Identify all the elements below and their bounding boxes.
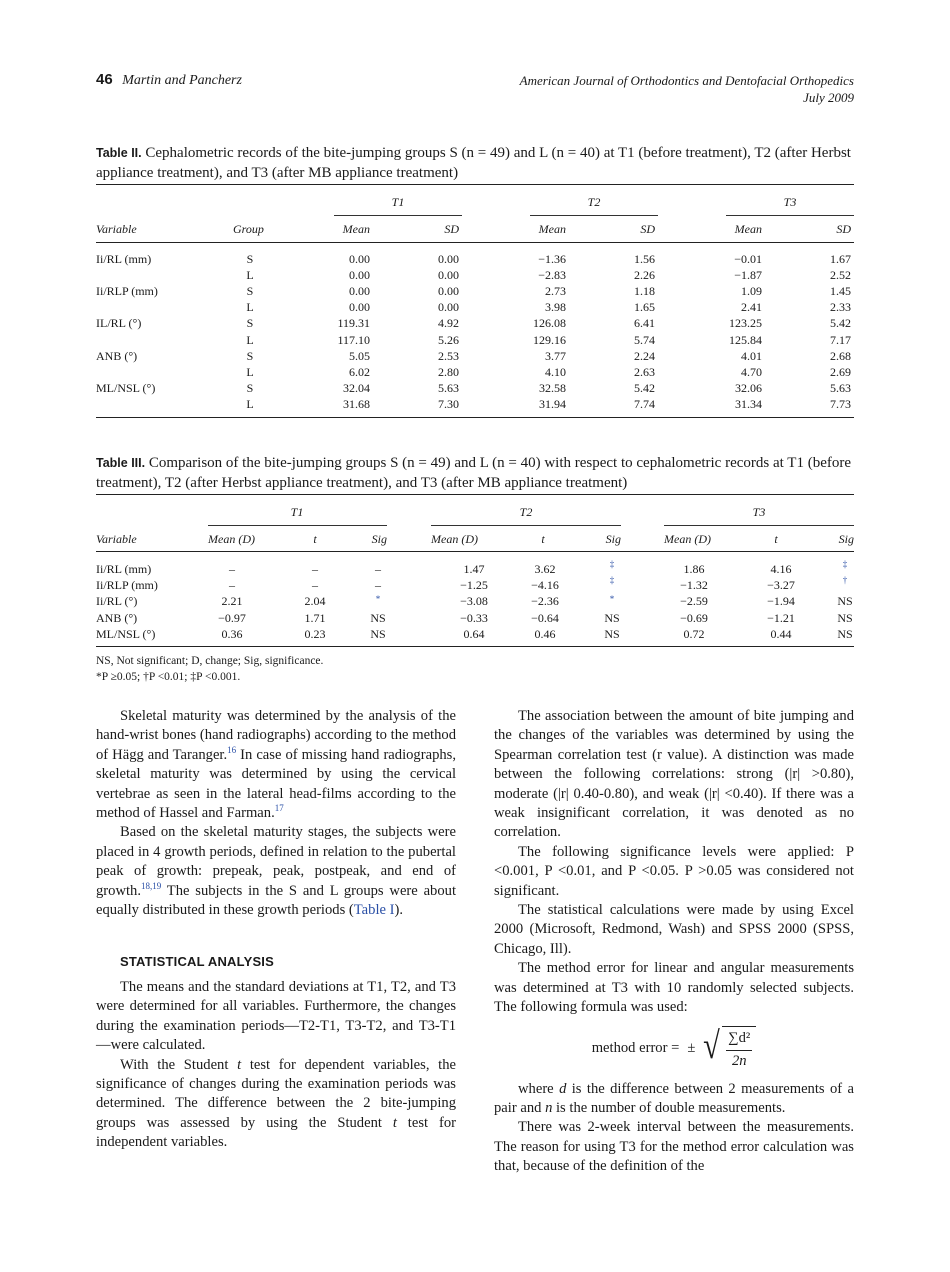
table2-caption <box>96 143 854 183</box>
table2-value-cell: 2.80 <box>438 364 459 379</box>
table3-value-cell: −3.08 <box>460 594 488 609</box>
table2-value-cell: 31.68 <box>343 396 370 411</box>
table2-value-cell: 0.00 <box>438 300 459 315</box>
table2-value-cell: 2.63 <box>634 364 655 379</box>
table2-value-cell: 1.18 <box>634 284 655 299</box>
table2-value-cell: 0.00 <box>438 252 459 266</box>
table3-value-cell: −0.97 <box>218 610 246 625</box>
table2-group-cell: S <box>246 252 254 266</box>
table3-value-cell: −0.33 <box>460 610 488 625</box>
citation-ref[interactable]: 16 <box>227 744 237 755</box>
table2-value-cell: 0.00 <box>349 300 370 315</box>
table2-value-cell: 31.94 <box>539 396 566 411</box>
table2-label: Table II. <box>96 146 142 160</box>
table3-value-cell: NS <box>604 610 620 625</box>
table3-col-header: Sig <box>605 532 621 546</box>
table3-value-cell: – <box>375 562 381 576</box>
table2-col-header: Variable <box>96 222 137 236</box>
table3-col-header: Sig <box>371 532 387 546</box>
table2-value-cell: 4.70 <box>741 364 762 379</box>
table3-value-cell: – <box>312 578 318 593</box>
paragraph: The association between the amount of bite jumping and the changes of the variables was determined by using the Spearman correlation test (r value). A distinction was made between the following correlations: strong (|r| >0.80), moderate (|r| 0.40-0.80), and weak (|r| <0.40). If there was a weak insignificant correlation, it was denoted as no correlation. <box>494 708 854 841</box>
table2-value-cell: 1.45 <box>830 284 851 299</box>
table3-value-cell: – <box>229 578 235 593</box>
table2-value-cell: 0.00 <box>438 268 459 283</box>
table2-value-cell: 7.73 <box>830 396 851 411</box>
table2-value-cell: −1.36 <box>538 252 566 266</box>
table2-variable-cell: IL/RL (°) <box>96 316 142 331</box>
table3-col-header: Sig <box>838 532 854 546</box>
formula-numerator: ∑d² <box>726 1027 752 1050</box>
table3-value-cell: −0.64 <box>531 610 559 625</box>
formula-plus-minus: ± <box>687 1039 696 1056</box>
table2-value-cell: 7.17 <box>830 332 851 347</box>
table2-variable-cell: ML/NSL (°) <box>96 380 156 395</box>
left-text-column <box>96 707 456 1153</box>
table2-value-cell: 126.08 <box>533 316 566 331</box>
table2-caption-text: Cephalometric records of the bite-jumping groups S (n = 49) and L (n = 40) at T1 (before treatment), T2 (after Herbst appliance treatment), and T3 (after MB appliance treatment) <box>96 145 851 181</box>
table2-variable-cell: ANB (°) <box>96 348 138 363</box>
right-text-column <box>494 707 854 1177</box>
table3-col-header: Mean (D) <box>664 532 711 546</box>
table2-value-cell: 1.56 <box>634 252 655 266</box>
table2-value-cell: 0.00 <box>349 252 370 266</box>
table3-value-cell: 3.62 <box>534 562 556 576</box>
table3-value-cell: 0.36 <box>221 626 243 641</box>
table3-value-cell: * <box>609 594 615 605</box>
table2-value-cell: 0.00 <box>349 268 370 283</box>
table3-footnotes <box>96 653 323 685</box>
page-number: 46 <box>96 71 113 88</box>
authors: Martin and Pancherz <box>122 73 242 88</box>
table2-value-cell: −0.01 <box>734 252 762 266</box>
table2-value-cell: 32.58 <box>539 380 566 395</box>
table3-group-header: T3 <box>752 505 766 519</box>
table3-group-rule <box>664 525 854 526</box>
table3-col-header: t <box>774 532 778 546</box>
table3-value-cell: 2.04 <box>304 594 326 609</box>
table3-value-cell: −1.21 <box>767 610 795 625</box>
square-root <box>701 1026 756 1071</box>
paragraph: Skeletal maturity was determined by the analysis of the hand-wrist bones (hand radiographs) according to the method of Hägg and Taranger.$^{16}$ In case of missing hand radiographs, skeletal maturity was determined by using the cervical vertebrae as seen in the lateral head-films according to the method of Hassel and Farman.$^{17}$ <box>96 708 456 822</box>
table2-group-cell: S <box>246 380 254 395</box>
table2-value-cell: 117.10 <box>337 332 370 347</box>
table3-variable-cell: ML/NSL (°) <box>96 626 156 641</box>
table3-value-cell: 1.71 <box>304 610 326 625</box>
table2-value-cell: 1.09 <box>741 284 762 299</box>
table2-group-cell: L <box>246 364 254 379</box>
table3-value-cell: † <box>842 575 848 586</box>
table2-col-header: Mean <box>538 222 566 236</box>
table2-group-cell: L <box>246 268 254 283</box>
table2-value-cell: 2.69 <box>830 364 851 379</box>
formula-denominator: 2n <box>731 1052 747 1069</box>
table2-value-cell: 125.84 <box>729 332 762 347</box>
table3-value-cell: −0.69 <box>680 610 708 625</box>
table3-bottom-rule <box>96 646 854 647</box>
table2-value-cell: 2.33 <box>830 300 851 315</box>
table2-value-cell: 31.34 <box>735 396 762 411</box>
table2-top-rule <box>96 184 854 185</box>
table2-col-header: Mean <box>342 222 370 236</box>
table3-value-cell: 4.16 <box>770 562 792 576</box>
table3-value-cell: −1.94 <box>767 594 795 609</box>
table2-header-rule <box>96 242 854 243</box>
table2-value-cell: 5.42 <box>634 380 655 395</box>
table2-value-cell: 5.42 <box>830 316 851 331</box>
table2-group-rule <box>334 215 462 216</box>
table3-value-cell: 0.64 <box>463 626 485 641</box>
table3-value-cell: ‡ <box>842 559 848 569</box>
table2-group-cell: S <box>246 348 254 363</box>
table3-group-header: T1 <box>290 505 304 519</box>
table2-group-cell: S <box>246 316 254 331</box>
table2-col-header: SD <box>444 222 459 236</box>
paragraph: With the Student t test for dependent variables, the significance of changes during the examination periods was determined. The difference between the 2 bite-jumping groups was assessed by using the Student t test for independent variables. <box>96 1056 456 1151</box>
table2-value-cell: 4.01 <box>741 348 762 363</box>
journal-title: American Journal of Orthodontics and Dentofacial Orthopedics <box>519 73 854 88</box>
table3-value-cell: – <box>312 562 318 576</box>
table3-value-cell: ‡ <box>609 559 615 569</box>
table3-value-cell: 0.46 <box>534 626 556 641</box>
table3-value-cell: 2.21 <box>221 594 243 609</box>
table3-variable-cell: ANB (°) <box>96 610 138 625</box>
table3-value-cell: −1.32 <box>680 578 708 593</box>
table2-value-cell: 7.30 <box>438 396 459 411</box>
table3-value-cell: −4.16 <box>531 578 559 593</box>
table2-value-cell: 119.31 <box>337 316 370 331</box>
table2-group-rule <box>726 215 854 216</box>
table2-group-cell: S <box>246 284 254 299</box>
table2-value-cell: 5.63 <box>438 380 459 395</box>
radical-sign: √ <box>703 1025 721 1068</box>
table2-value-cell: 5.63 <box>830 380 851 395</box>
table3-label: Table III. <box>96 456 146 470</box>
table2-group-header: T1 <box>391 195 405 209</box>
table2-value-cell: 2.24 <box>634 348 655 363</box>
citation-ref[interactable]: 18,19 <box>141 880 162 891</box>
citation-ref[interactable]: 17 <box>274 803 284 814</box>
table2-group-cell: L <box>246 396 254 411</box>
table3-value-cell: 0.23 <box>304 626 326 641</box>
table3-footnote-pvalues: *P ≥0.05; †P <0.01; ‡P <0.001. <box>96 671 241 683</box>
table2-value-cell: 3.98 <box>545 300 566 315</box>
table3-value-cell: NS <box>370 610 386 625</box>
table3-value-cell: −2.59 <box>680 594 708 609</box>
table2-value-cell: 2.26 <box>634 268 655 283</box>
journal-issue: July 2009 <box>803 90 854 105</box>
table2-value-cell: 0.00 <box>349 284 370 299</box>
section-heading: STATISTICAL ANALYSIS <box>120 954 274 970</box>
table2-value-cell: 2.53 <box>438 348 459 363</box>
table3-header-rule <box>96 551 854 552</box>
table3-value-cell: NS <box>837 610 853 625</box>
paragraph: The statistical calculations were made by using Excel 2000 (Microsoft, Redmond, Wash) and SPSS 2000 (SPSS, Chicago, Ill). <box>494 902 854 957</box>
table2-group-header: T2 <box>587 195 601 209</box>
table3-value-cell: −1.25 <box>460 578 488 593</box>
table3-value-cell: 0.44 <box>770 626 792 641</box>
table2-variable-cell: Ii/RLP (mm) <box>96 284 158 299</box>
table2-value-cell: 0.00 <box>438 284 459 299</box>
paragraph: where d is the difference between 2 measurements of a pair and n is the number of double measurements. <box>494 1080 854 1116</box>
table2-group-cell: L <box>246 300 254 315</box>
table2-value-cell: 3.77 <box>545 348 566 363</box>
table2-value-cell: 4.92 <box>438 316 459 331</box>
table3-variable-cell: Ii/RL (mm) <box>96 562 152 576</box>
table2-value-cell: 1.67 <box>830 252 851 266</box>
table3-value-cell: – <box>375 578 381 593</box>
table3-footnote-abbrev: NS, Not significant; D, change; Sig, significance. <box>96 655 324 667</box>
method-error-formula <box>494 1018 854 1080</box>
paragraph: Based on the skeletal maturity stages, the subjects were placed in 4 growth periods, defined in relation to the pubertal peak of growth: prepeak, peak, postpeak, and end of growth.$^{18,19}$ The subjects in the S and L groups were about equally distributed in these growth periods (Table I). <box>96 824 456 919</box>
table3-value-cell: 1.47 <box>463 562 485 576</box>
running-header-right <box>520 72 854 106</box>
paragraph: The following significance levels were applied: P <0.001, P <0.01, and P <0.05. P >0.05 was considered not significant. <box>494 843 854 899</box>
paragraph: The method error for linear and angular measurements was determined at T3 with 10 randomly selected subjects. The following formula was used: <box>494 960 854 1016</box>
table2-value-cell: 2.68 <box>830 348 851 363</box>
table3-value-cell: NS <box>837 594 853 609</box>
table3-group-rule <box>431 525 621 526</box>
table2-value-cell: 123.25 <box>729 316 762 331</box>
table2-group-cell: L <box>246 332 254 347</box>
table3-value-cell: −3.27 <box>767 578 795 593</box>
table2-value-cell: 1.65 <box>634 300 655 315</box>
table2-value-cell: 129.16 <box>533 332 566 347</box>
table1-link[interactable]: Table I <box>353 902 395 919</box>
table2-variable-cell: Ii/RL (mm) <box>96 252 152 266</box>
table3-value-cell: 0.72 <box>683 626 705 641</box>
paragraph: There was 2-week interval between the measurements. The reason for using T3 for the method error calculation was that, because of the definition of the <box>494 1119 854 1175</box>
table3-col-header: Mean (D) <box>431 532 478 546</box>
table2-col-header: Mean <box>734 222 762 236</box>
table2-value-cell: 32.04 <box>343 380 370 395</box>
table2-value-cell: 5.26 <box>438 332 459 347</box>
table3-value-cell: – <box>229 562 235 576</box>
table2-value-cell: 5.74 <box>634 332 655 347</box>
table2-value-cell: 2.52 <box>830 268 851 283</box>
table2-value-cell: 6.02 <box>349 364 370 379</box>
table3-top-rule <box>96 494 854 495</box>
formula-label: method error = <box>591 1039 680 1056</box>
table3-col-header: Mean (D) <box>208 532 255 546</box>
table3-value-cell: NS <box>370 626 386 641</box>
running-header-left <box>96 71 242 89</box>
formula-fraction <box>722 1026 756 1071</box>
table3-variable-cell: Ii/RLP (mm) <box>96 578 158 593</box>
table3-value-cell: 1.86 <box>683 562 705 576</box>
table2-bottom-rule <box>96 417 854 418</box>
table3-col-header: t <box>313 532 317 546</box>
table2-value-cell: 32.06 <box>735 380 762 395</box>
table3-value-cell: NS <box>604 626 620 641</box>
table3-caption <box>96 453 854 493</box>
table2-value-cell: 4.10 <box>545 364 566 379</box>
table3-group-rule <box>208 525 387 526</box>
paragraph: The means and the standard deviations at T1, T2, and T3 were determined for all variables. Furthermore, the changes during the examination periods—T2-T1, T3-T2, and T3-T1—were calculated. <box>96 978 456 1054</box>
table2-col-header: SD <box>836 222 851 236</box>
table2-group-rule <box>530 215 658 216</box>
table2-value-cell: 7.74 <box>634 396 655 411</box>
table3-value-cell: * <box>375 594 381 605</box>
table3-group-header: T2 <box>519 505 533 519</box>
table3-caption-text: Comparison of the bite-jumping groups S (n = 49) and L (n = 40) with respect to cephalometric records at T1 (before treatment), T2 (after Herbst appliance treatment), and T3 (after MB appliance treatment) <box>96 455 851 491</box>
table2-value-cell: −1.87 <box>734 268 762 283</box>
table2-group-header: T3 <box>783 195 797 209</box>
table2-value-cell: 6.41 <box>634 316 655 331</box>
table3-value-cell: −2.36 <box>531 594 559 609</box>
table2-value-cell: 2.73 <box>545 284 566 299</box>
table2-value-cell: −2.83 <box>538 268 566 283</box>
table2-col-header: SD <box>640 222 655 236</box>
table2-col-header: Group <box>233 222 264 236</box>
table3-variable-cell: Ii/RL (°) <box>96 594 138 609</box>
table2-value-cell: 2.41 <box>741 300 762 315</box>
table2-value-cell: 5.05 <box>349 348 370 363</box>
table3-col-header: Variable <box>96 532 137 546</box>
table3-col-header: t <box>541 532 545 546</box>
table3-value-cell: NS <box>837 626 853 641</box>
table3-value-cell: ‡ <box>609 575 615 586</box>
